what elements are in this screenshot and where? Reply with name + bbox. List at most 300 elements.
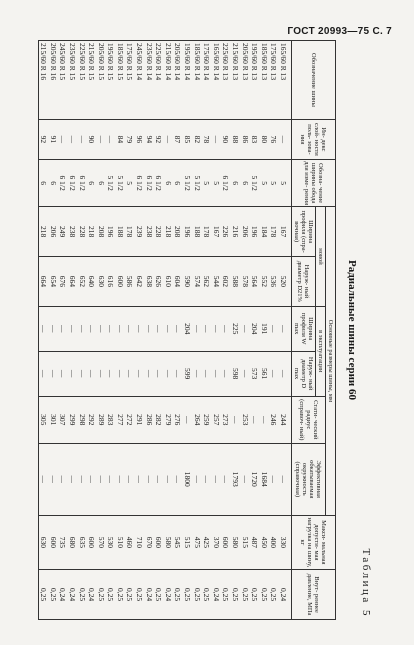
table-cell: 0,25 — [250, 570, 260, 620]
table-cell: 578 — [240, 257, 250, 307]
table-cell: — — [96, 306, 106, 351]
table-cell: — — [154, 306, 164, 351]
table-cell: 85 — [182, 119, 192, 159]
table-row — [250, 41, 260, 620]
table-cell: — — [144, 351, 154, 396]
table-cell: — — [144, 443, 154, 515]
table-cell: — — [58, 306, 68, 351]
table-cell: 205/60 R 14 — [173, 41, 183, 120]
table-cell: 282 — [154, 396, 164, 443]
table-cell: 626 — [154, 257, 164, 307]
table-cell: 216 — [230, 207, 240, 257]
table-cell: 188 — [192, 207, 202, 257]
table-cell: 175/60 R 15 — [125, 41, 135, 120]
table-cell: 175/60 R 14 — [202, 41, 212, 120]
table-cell: 676 — [58, 257, 68, 307]
table-cell: 91 — [48, 119, 58, 159]
table-cell: 0,24 — [211, 570, 221, 620]
table-cell: 600 — [115, 257, 125, 307]
table-cell: 215/60 R 13 — [230, 41, 240, 120]
table-row — [38, 41, 48, 620]
table-body — [38, 41, 291, 620]
table-cell: 94 — [144, 119, 154, 159]
col-outer-diam: Наруж- ный диаметр D21% — [292, 257, 316, 307]
table-cell: 205/60 R 16 — [48, 41, 58, 120]
table-cell: 205/60 R 13 — [240, 41, 250, 120]
table-cell: — — [135, 351, 145, 396]
table-cell: 245/60 R 14 — [135, 41, 145, 120]
table-cell: 178 — [202, 207, 212, 257]
table-cell: 0,25 — [77, 570, 87, 620]
table-cell: 259 — [202, 396, 212, 443]
table-cell: 530 — [106, 515, 116, 570]
table-cell: — — [135, 443, 145, 515]
col-outer-diam-max: Наруж- ный диаметр D max — [292, 351, 316, 396]
table-cell: 196 — [250, 207, 260, 257]
table-cell: 5 1/2 — [182, 159, 192, 206]
table-cell: 0,25 — [125, 570, 135, 620]
table-cell: — — [221, 443, 231, 515]
table-cell: 0,24 — [87, 570, 97, 620]
col-max-load: Макси- мальная допусти- мая нагрузка на шину, кг — [292, 515, 336, 570]
table-cell: 257 — [211, 396, 221, 443]
table-cell: 228 — [77, 207, 87, 257]
table-cell: 0,24 — [163, 570, 173, 620]
table-cell: 425 — [202, 515, 212, 570]
table-cell: 76 — [269, 119, 279, 159]
table-cell: 228 — [154, 207, 164, 257]
table-cell: — — [125, 306, 135, 351]
table-cell: 510 — [115, 515, 125, 570]
table-cell: — — [87, 306, 97, 351]
table-cell: 5 1/2 — [192, 159, 202, 206]
table-row — [77, 41, 87, 620]
table-cell: — — [182, 396, 192, 443]
table-cell: 6 1/2 — [58, 159, 68, 206]
table-cell: 238 — [144, 207, 154, 257]
table-cell: 84 — [115, 119, 125, 159]
table-cell: 0,25 — [192, 570, 202, 620]
table-cell: — — [202, 351, 212, 396]
table-cell: 191 — [259, 306, 269, 351]
table-cell: — — [144, 306, 154, 351]
table-cell: 264 — [192, 396, 202, 443]
table-cell: — — [58, 351, 68, 396]
col-designation: Обозначение шины — [292, 41, 336, 120]
table-cell: 301 — [48, 396, 58, 443]
table-cell: — — [221, 351, 231, 396]
table-cell: 90 — [221, 119, 231, 159]
table-cell: — — [173, 306, 183, 351]
table-cell: 5 1/2 — [106, 159, 116, 206]
table-cell: 400 — [269, 515, 279, 570]
col-in-service: в эксплуатации — [316, 306, 326, 396]
table-cell: 642 — [135, 257, 145, 307]
table-cell: 638 — [144, 257, 154, 307]
table-row — [230, 41, 240, 620]
table-cell: — — [269, 351, 279, 396]
table-cell: 225/60 R 14 — [154, 41, 164, 120]
table-cell: — — [192, 306, 202, 351]
table-cell: 561 — [259, 351, 269, 396]
table-cell: 573 — [250, 351, 260, 396]
table-cell: — — [125, 351, 135, 396]
table-cell: 215/60 R 15 — [87, 41, 97, 120]
table-cell: 79 — [125, 119, 135, 159]
col-pressure: Внут- реннее давление, МПа — [292, 570, 336, 620]
table-cell: 330 — [278, 515, 291, 570]
table-cell: — — [163, 119, 173, 159]
table-cell: 515 — [240, 515, 250, 570]
table-cell: 6 — [163, 159, 173, 206]
table-cell: 272 — [125, 396, 135, 443]
table-cell: — — [269, 306, 279, 351]
table-cell: — — [211, 306, 221, 351]
table-cell: — — [240, 351, 250, 396]
table-cell: — — [192, 443, 202, 515]
table-cell: 574 — [192, 257, 202, 307]
table-cell: — — [77, 119, 87, 159]
table-cell: 6 1/2 — [67, 159, 77, 206]
table-cell: 235/60 R 15 — [67, 41, 77, 120]
table-cell: 630 — [96, 257, 106, 307]
table-cell: — — [278, 443, 291, 515]
table-cell: 680 — [67, 515, 77, 570]
table-cell: — — [38, 306, 48, 351]
table-cell: 167 — [211, 207, 221, 257]
table-cell: 0,24 — [278, 570, 291, 620]
table-cell: 195/60 R 14 — [182, 41, 192, 120]
table-cell: 196 — [106, 207, 116, 257]
table-cell: 640 — [87, 257, 97, 307]
table-cell: 600 — [154, 515, 164, 570]
table-cell: — — [154, 443, 164, 515]
table-cell: 0,25 — [269, 570, 279, 620]
table-row — [173, 41, 183, 620]
table-cell: — — [96, 443, 106, 515]
table-cell: 195/60 R 13 — [250, 41, 260, 120]
table-cell: — — [202, 443, 212, 515]
table-row — [106, 41, 116, 620]
table-cell: 5 1/2 — [115, 159, 125, 206]
table-cell: 87 — [173, 119, 183, 159]
table-cell: 599 — [182, 351, 192, 396]
table-cell: 570 — [96, 515, 106, 570]
table-cell: — — [77, 351, 87, 396]
table-row — [48, 41, 58, 620]
table-cell: 235/60 R 14 — [144, 41, 154, 120]
table-cell: 289 — [96, 396, 106, 443]
table-cell: 0,25 — [230, 570, 240, 620]
table-cell: — — [125, 443, 135, 515]
table-cell: 305 — [38, 396, 48, 443]
table-cell: 545 — [173, 515, 183, 570]
table-cell: 735 — [58, 515, 68, 570]
table-cell: — — [96, 119, 106, 159]
table-cell: 600 — [221, 515, 231, 570]
table-cell: — — [163, 443, 173, 515]
table-cell: 6 1/2 — [154, 159, 164, 206]
table-row — [211, 41, 221, 620]
table-cell: — — [211, 443, 221, 515]
table-cell: — — [278, 119, 291, 159]
table-cell: 196 — [182, 207, 192, 257]
table-cell: 6 1/2 — [221, 159, 231, 206]
table-cell: — — [106, 443, 116, 515]
table-cell: 600 — [87, 515, 97, 570]
table-cell: 204 — [250, 306, 260, 351]
table-cell: 298 — [77, 396, 87, 443]
table-cell: 0,25 — [135, 570, 145, 620]
table-cell: 88 — [230, 119, 240, 159]
table-cell: 178 — [125, 207, 135, 257]
table-cell: 206 — [240, 207, 250, 257]
table-row — [125, 41, 135, 620]
table-cell: 226 — [221, 207, 231, 257]
table-cell: 0,25 — [240, 570, 250, 620]
table-cell: 215/60 R 14 — [163, 41, 173, 120]
tire-table — [38, 40, 336, 620]
table-cell: 5 — [259, 159, 269, 206]
table-cell: 92 — [154, 119, 164, 159]
table-cell: 218 — [87, 207, 97, 257]
table-cell: 185/60 R 15 — [115, 41, 125, 120]
table-cell: 370 — [211, 515, 221, 570]
table-cell: — — [106, 119, 116, 159]
table-cell: 0,24 — [58, 570, 68, 620]
table-cell: — — [67, 443, 77, 515]
table-cell: — — [115, 351, 125, 396]
table-cell: 205/60 R 15 — [96, 41, 106, 120]
table-row — [192, 41, 202, 620]
table-cell: 185/60 R 14 — [192, 41, 202, 120]
table-cell: 253 — [240, 396, 250, 443]
table-cell: — — [115, 306, 125, 351]
table-cell: 6 — [96, 159, 106, 206]
table-cell: — — [278, 351, 291, 396]
table-cell: 586 — [125, 257, 135, 307]
table-cell: — — [192, 351, 202, 396]
table-row — [58, 41, 68, 620]
table-cell: — — [67, 351, 77, 396]
table-cell: — — [154, 351, 164, 396]
table-row — [115, 41, 125, 620]
col-circumference: Эффективная обкатываемая окружность (справочная) — [292, 443, 326, 515]
table-cell: 273 — [221, 396, 231, 443]
table-cell: 82 — [192, 119, 202, 159]
col-layers: Ин- декс слой- ности поль- зова- ния — [292, 119, 336, 159]
table-cell: 664 — [67, 257, 77, 307]
table-row — [269, 41, 279, 620]
table-cell: 239 — [135, 207, 145, 257]
table-cell: 204 — [182, 306, 192, 351]
table-cell: — — [240, 443, 250, 515]
table-row — [154, 41, 164, 620]
table-cell: 0,25 — [106, 570, 116, 620]
table-cell: 249 — [58, 207, 68, 257]
table-cell: 600 — [48, 515, 58, 570]
table-cell: 283 — [106, 396, 116, 443]
table-row — [135, 41, 145, 620]
table-cell: 83 — [250, 119, 260, 159]
table-cell: 515 — [182, 515, 192, 570]
table-caption: Таблица 5 — [360, 548, 372, 618]
table-cell: 6 — [38, 159, 48, 206]
table-cell: 244 — [278, 396, 291, 443]
table-cell: 96 — [135, 119, 145, 159]
table-cell: 5 — [278, 159, 291, 206]
table-cell: 5 — [269, 159, 279, 206]
table-cell: 520 — [278, 257, 291, 307]
table-cell: — — [278, 306, 291, 351]
table-cell: 450 — [259, 515, 269, 570]
table-cell: 0,24 — [144, 570, 154, 620]
table-cell: — — [173, 351, 183, 396]
table-cell: 276 — [173, 396, 183, 443]
table-cell: 0,25 — [154, 570, 164, 620]
table-cell: 92 — [38, 119, 48, 159]
table-cell: 0,25 — [115, 570, 125, 620]
table-row — [202, 41, 212, 620]
table-cell: 292 — [87, 396, 97, 443]
table-cell: 6 — [240, 159, 250, 206]
table-cell: 6 1/2 — [135, 159, 145, 206]
table-cell: 598 — [230, 351, 240, 396]
table-cell: 564 — [250, 257, 260, 307]
table-cell: — — [48, 443, 58, 515]
table-cell: 580 — [163, 515, 173, 570]
table-cell: 460 — [125, 515, 135, 570]
table-cell: 246 — [269, 396, 279, 443]
table-cell: 279 — [163, 396, 173, 443]
table-cell: 610 — [163, 257, 173, 307]
table-cell: — — [269, 443, 279, 515]
table-cell: 630 — [38, 515, 48, 570]
table-cell: 6 — [48, 159, 58, 206]
table-cell: 1793 — [230, 443, 240, 515]
col-new: новой — [316, 207, 326, 307]
table-cell: 277 — [115, 396, 125, 443]
table-row — [96, 41, 106, 620]
table-cell: 291 — [135, 396, 145, 443]
table-cell: 6 1/2 — [144, 159, 154, 206]
table-cell: 175/60 R 13 — [269, 41, 279, 120]
table-cell: 6 — [87, 159, 97, 206]
table-cell: — — [106, 351, 116, 396]
table-cell: — — [38, 443, 48, 515]
table-cell: 208 — [96, 207, 106, 257]
table-cell: 0,25 — [96, 570, 106, 620]
table-cell: 0,25 — [259, 570, 269, 620]
table-cell: — — [135, 306, 145, 351]
table-cell: 215/60 R 16 — [38, 41, 48, 120]
table-cell: 184 — [259, 207, 269, 257]
table-cell: 1800 — [182, 443, 192, 515]
rotated-table-area — [39, 40, 372, 620]
table-cell: — — [221, 306, 231, 351]
table-row — [144, 41, 154, 620]
table-cell: — — [106, 306, 116, 351]
table-cell: 664 — [38, 257, 48, 307]
table-cell: — — [48, 351, 58, 396]
col-width-max: Ширина профиля W max — [292, 306, 316, 351]
table-cell: — — [96, 351, 106, 396]
table-cell: 710 — [135, 515, 145, 570]
table-cell: 0,24 — [67, 570, 77, 620]
table-cell: — — [240, 306, 250, 351]
table-cell: 604 — [173, 257, 183, 307]
table-cell: 165/60 R 14 — [211, 41, 221, 120]
table-cell: 0,25 — [173, 570, 183, 620]
table-cell: 6 — [173, 159, 183, 206]
table-cell: 78 — [202, 119, 212, 159]
table-cell: 6 — [230, 159, 240, 206]
table-cell: 0,25 — [48, 570, 58, 620]
table-cell: 1720 — [250, 443, 260, 515]
table-cell: 635 — [77, 515, 87, 570]
col-static-radius: Стати- ческий радиус (справоч- ный) — [292, 396, 326, 443]
table-cell: 286 — [144, 396, 154, 443]
table-row — [163, 41, 173, 620]
table-row — [67, 41, 77, 620]
col-main-dims: Основные размеры шины, мм — [326, 207, 336, 515]
table-cell: 90 — [87, 119, 97, 159]
table-cell: — — [67, 306, 77, 351]
table-cell: 654 — [48, 257, 58, 307]
table-cell: 238 — [67, 207, 77, 257]
table-cell: 5 — [211, 159, 221, 206]
table-cell: — — [58, 119, 68, 159]
table-cell: — — [115, 443, 125, 515]
table-cell: 178 — [269, 207, 279, 257]
table-cell: — — [38, 351, 48, 396]
table-title: Радиальные шины серии 60 — [346, 259, 358, 400]
table-cell: 652 — [77, 257, 87, 307]
table-cell: 307 — [58, 396, 68, 443]
table-cell: 218 — [163, 207, 173, 257]
table-cell: 590 — [182, 257, 192, 307]
table-cell: 225/60 R 13 — [221, 41, 231, 120]
table-cell: — — [259, 396, 269, 443]
table-cell: 185/60 R 13 — [259, 41, 269, 120]
table-cell: — — [87, 443, 97, 515]
table-cell: — — [67, 119, 77, 159]
table-cell: 218 — [38, 207, 48, 257]
table-cell: — — [58, 443, 68, 515]
table-row — [87, 41, 97, 620]
table-cell: 0,25 — [182, 570, 192, 620]
table-cell: 1684 — [259, 443, 269, 515]
table-cell: 0,25 — [202, 570, 212, 620]
table-cell: 5 — [202, 159, 212, 206]
table-cell: — — [77, 443, 87, 515]
table-cell: — — [202, 306, 212, 351]
table-cell: 6 1/2 — [77, 159, 87, 206]
table-cell: — — [173, 443, 183, 515]
table-cell: 475 — [192, 515, 202, 570]
table-cell: — — [163, 351, 173, 396]
col-profile-width: Ширина профиля (спра- вочная) — [292, 207, 316, 257]
table-row — [278, 41, 291, 620]
table-cell: 225 — [230, 306, 240, 351]
table-cell: 206 — [48, 207, 58, 257]
table-cell: 245/60 R 15 — [58, 41, 68, 120]
col-rim-code: Обозна- чение ширины обода для изме- рения — [292, 159, 336, 206]
table-cell: 562 — [202, 257, 212, 307]
table-cell: 5 — [125, 159, 135, 206]
table-cell: 0,25 — [38, 570, 48, 620]
table-cell: 580 — [230, 515, 240, 570]
